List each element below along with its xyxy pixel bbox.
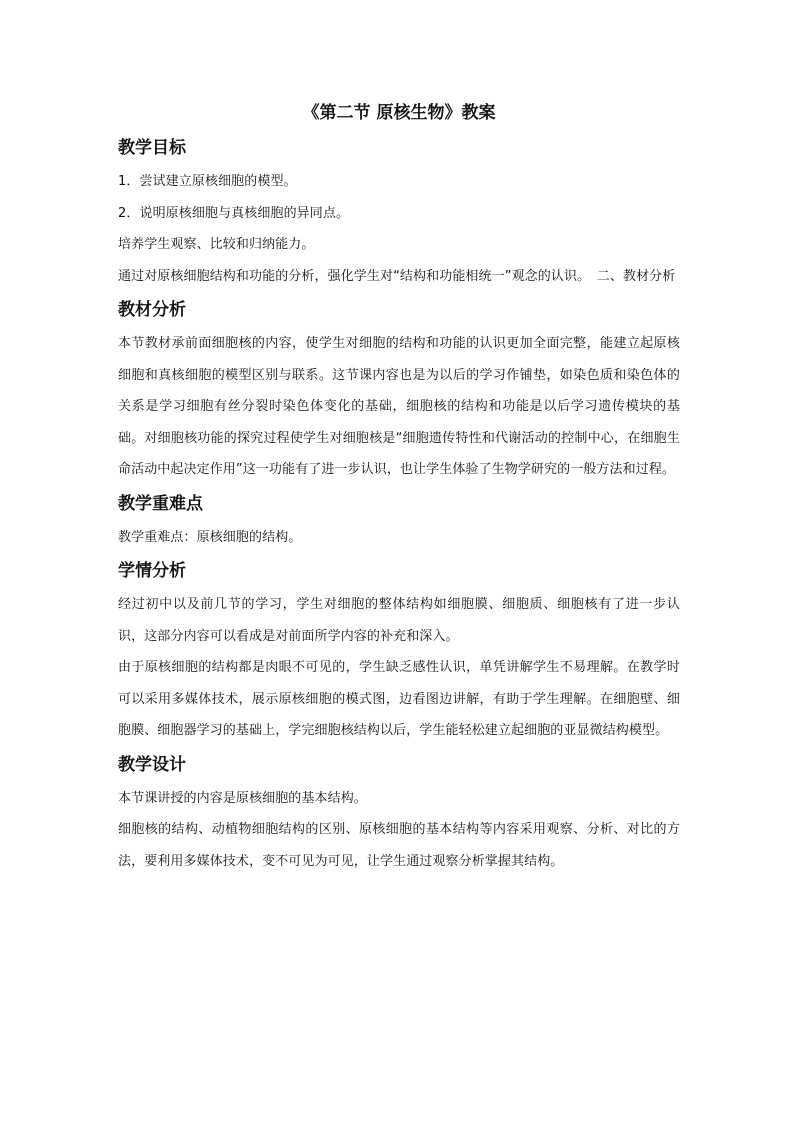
section-heading: 学情分析 <box>118 561 186 581</box>
paragraph: 2．说明原核细胞与真核细胞的异同点。 <box>118 205 350 221</box>
paragraph: 教学重难点：原核细胞的结构。 <box>118 529 302 545</box>
document-title: 《第二节 原核生物》教案 <box>302 103 496 123</box>
section-heading: 教学目标 <box>118 138 186 158</box>
paragraph: 本节课讲授的内容是原核细胞的基本结构。 <box>118 790 367 806</box>
section-heading: 教学重难点 <box>118 493 203 514</box>
section-heading: 教学设计 <box>118 754 186 775</box>
section-student-analysis <box>118 557 680 747</box>
paragraph: 培养学生观察、比较和归纳能力。 <box>118 237 315 252</box>
document-page <box>118 100 680 877</box>
section-key-difficulties <box>118 490 680 554</box>
paragraph: 本节教材承前面细胞核的内容，使学生对细胞的结构和功能的认识更加全面完整，能建立起原核细胞和真核细胞的模型区别与联系。这节课内容也是为以后的学习作铺垫，如染色质和染色体的关系是学习细胞有丝分裂时染色体变化的基础，细胞核的结构和功能是以后学习遗传模块的基础。对细胞核功能的探究过程使学生对细胞核是“细胞遗传特性和代谢活动的控制中心，在细胞生命活动中起决定作用”这一功能有了进一步认识，也让学生体验了生物学研究的一般方法和过程。 <box>118 336 680 477</box>
section-textbook-analysis <box>118 296 680 486</box>
paragraph: 通过对原核细胞结构和功能的分析，强化学生对“结构和功能相统一”观念的认识。 二、教材分析 <box>118 268 676 284</box>
paragraph: 细胞核的结构、动植物细胞结构的区别、原核细胞的基本结构等内容采用观察、分析、对比的方法，要利用多媒体技术，变不可见为可见，让学生通过观察分析掌握其结构。 <box>118 822 680 869</box>
paragraph: 1．尝试建立原核细胞的模型。 <box>118 174 297 189</box>
section-teaching-design <box>118 751 680 878</box>
paragraph: 经过初中以及前几节的学习，学生对细胞的整体结构如细胞膜、细胞质、细胞核有了进一步认识，这部分内容可以看成是对前面所学内容的补充和深入。 <box>118 597 680 644</box>
section-heading: 教材分析 <box>118 300 186 320</box>
paragraph: 由于原核细胞的结构都是肉眼不可见的，学生缺乏感性认识，单凭讲解学生不易理解。在教学时可以采用多媒体技术，展示原核细胞的模式图，边看图边讲解，有助于学生理解。在细胞壁、细胞膜、细胞器学习的基础上，学完细胞核结构以后，学生能轻松建立起细胞的亚显微结构模型。 <box>118 660 680 738</box>
section-teaching-goals <box>118 134 680 292</box>
